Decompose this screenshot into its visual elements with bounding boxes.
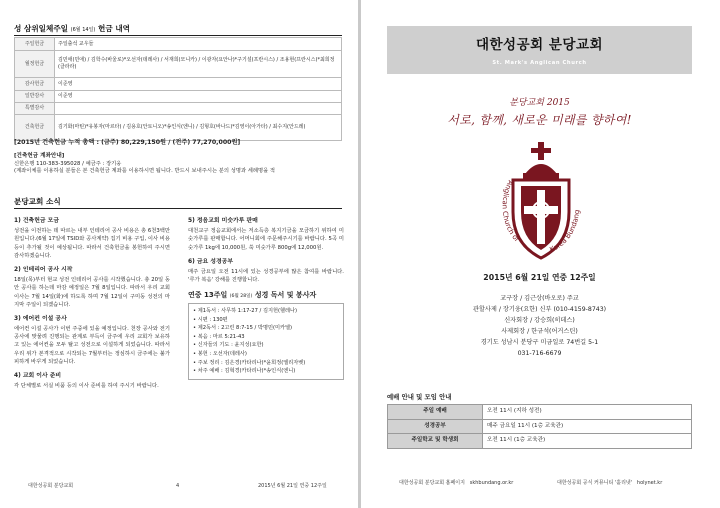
table-row [15,51,342,78]
info-line: 신자회장 / 강승희(히데스) [504,317,575,325]
table-cell-label: 건축헌금 [15,115,55,141]
news-rule [14,208,342,209]
account-line: 신한은행 110-383-395028 / 예금주 : 장기웅 [14,160,122,167]
info-line: 031-716-6679 [517,350,562,358]
homepage-label: 대한성공회 분당교회 홈페이지 [399,480,465,486]
news-body: 18일(목)부터 현교 성전 인테리어 공사를 시작했습니다. 총 20일 동안 공사를 하는데 마감 예정일은 7월 8일입니다. 따라서 우리 교회 이사는 7월 14일(화)에 하도록 하며 7월 12일이 구미동 성전의 마지막 주일이 되겠습니다. [14,277,170,308]
table-row [388,434,692,449]
table-cell-label: 주일헌금 [15,38,55,51]
table-cell-label: 일반감사 [15,91,55,103]
building-fund-total: [2015년 건축헌금 누적 총액 : (금주) 80,229,150원 / (전주) 77,270,000원] [14,139,241,146]
news-column-2 [188,217,344,380]
account-info [14,153,344,175]
table-row [15,103,342,115]
footer-church: 대한성공회 분당교회 [28,483,74,489]
worship-title: 예배 안내 및 모임 안내 [387,393,452,401]
news-body: 성전을 이전하는 데 따르는 내부 인테리어 공사 비용은 총 6천3백만원입니다.(6월 17일에 TSID와 공사계약) 집기 비용 구입, 이사 비용 등이 추가될 것이 예상됩니다. 따라서 건축헌금을 봉헌하여 주시면 감사하겠습니다. [14,228,170,259]
community-label: 대한성공회 공식 커뮤니티 '홀리넷' [557,480,633,486]
table-row [388,405,692,420]
offering-rule [14,35,342,36]
news-column-1 [14,217,170,390]
church-crest [479,140,603,264]
list-item: • 제2독서 : 2고린 8:7-15 / 박명민(미카엘) [193,325,293,332]
table-cell-value: 이준영 [55,91,342,103]
offering-table [14,37,342,141]
crest-text-right: Korea Bundang [548,209,582,254]
news-heading: 1) 건축헌금 모금 [14,218,60,224]
church-name: 대한성공회 분당교회 [475,37,604,53]
news-heading: 2) 인테리어 공사 시작 [14,266,73,273]
info-line: 사제회장 / 한규석(어거스틴) [501,328,578,336]
worship-name: 주일학교 및 학생회 [388,434,483,449]
motto: 서로, 함께, 새로운 미래를 향하여! [447,113,632,127]
worship-table [387,404,692,449]
news-body: 대천교구 정음교회에서는 저소득층 복지기금을 모금하기 위하여 미숫가루를 판매합니다. 어머니회에 주문해주시기를 바랍니다. 5곡 미숫가루 1kg에 10,000원, 쑥 미숫가루 800g에 12,000원. [188,228,344,251]
table-cell-value: 김기화(마틴)*유봉자(마르타) / 김용호(안토니오)*송인식(엔니) / 김형호(바나드)*김영이(아가타) / 최수지(안드레) [55,115,342,141]
motto-top: 분당교회 2015 [509,98,570,108]
reading-title-main: 연중 13주일 [188,291,228,300]
table-cell-value [55,103,342,115]
table-row [15,38,342,51]
info-line: 경기도 성남시 분당구 미금일로 74번길 5-1 [480,339,599,347]
news-section-title: 분당교회 소식 [14,197,61,206]
footer-community [557,480,662,487]
right-page [361,0,720,508]
left-page [0,0,358,508]
reading-list [188,303,344,380]
table-row [15,91,342,103]
news-heading: 4) 교회 이사 준비 [14,373,62,380]
list-item: • 시편 : 130편 [193,316,228,323]
worship-name: 성경공부 [388,419,483,434]
list-item: • 차주 예배 : 김혁경(카타리나)*송인식(엔니) [193,368,296,375]
bulletin-date: 2015년 6월 21일 연중 12주일 [483,273,596,282]
table-row [15,78,342,91]
reading-title-tail: 성경 독서 및 봉사자 [254,291,317,300]
news-heading: 6) 금요 성경공부 [188,258,234,265]
list-item: • 복음 : 마르 5:21-43 [193,333,245,340]
footer-page-number: 4 [176,483,180,489]
list-item: • 신자들의 기도 : 윤지성(요한) [193,342,264,349]
reading-title [188,290,344,301]
news-heading: 3) 에어컨 이설 공사 [14,315,67,322]
info-line: 관할사제 / 장기웅(요한) 신부 (010-4159-8743) [472,306,607,314]
table-cell-label: 월정헌금 [15,51,55,78]
clergy-info [387,293,692,359]
news-body: 각 단체별로 서실 비품 등의 이사 준비를 하여 주시기 바랍니다. [14,383,159,390]
table-row [388,419,692,434]
community-link[interactable]: holynet.kr [636,480,663,486]
offering-title-tail: 헌금 내역 [98,24,131,33]
table-cell-value: 주일출석 교우들 [55,38,342,51]
footer-date: 2015년 6월 21일 연중 12주일 [258,483,327,489]
account-note: (계좌이체를 이용하실 분들은 본 건축헌금 계좌를 이용하시면 됩니다. 반드시 보내주시는 분의 성명과 세례명을 적 [14,167,276,174]
worship-name: 주일 예배 [388,405,483,420]
offering-title-date: (6월 14일) [70,27,96,33]
church-name-en: St. Mark's Anglican Church [492,60,587,67]
table-cell-value: 이준영 [55,78,342,91]
list-item: • 주보 정리 : 김은경(카타리나)*윤희정(엘리자벳) [193,359,306,366]
news-body: 에어컨 이설 공사가 이번 주중에 있을 예정입니다. 천장 공사와 전기 공사에 맞물려 진행되는 관계로 부득이 금주에 우리 교회가 보유하고 있는 에어컨을 모두 탈고 성전으로 이설하게 되었습니다. 따라서 우리 위가 본격적으로 시작되는 7월부터는 정심하시 금주에는 불가피하게 바꾸게 되었습니다. [14,326,170,365]
account-heading: [건축헌금 계좌안내] [14,153,65,159]
offering-title: 성 삼위일체주일 [14,24,68,33]
table-cell-value: 김민애(민애) / 김학수(바울로)*오선자(데레사) / 서재희(모니카) / 이광자(요안나)*구기설(프란시스) / 조용현(프란시스)*최희정(클라라) [55,51,342,78]
table-row [15,115,342,141]
worship-time: 매주 금요일 11시 (1층 교육관) [483,419,692,434]
crest-icon [479,140,603,264]
crest-text-left: Anglican Church of [500,179,521,244]
homepage-link[interactable]: skhbundang.or.kr [469,480,514,486]
worship-time: 오전 11시 (1층 교육관) [483,434,692,449]
header-box [387,26,692,74]
news-heading: 5) 정음교회 미숫가루 판매 [188,218,258,224]
list-item: • 제1독서 : 사무하 1:17-27 / 김지헌(헬레나) [193,308,298,315]
worship-time: 오전 11시 (지하 성전) [483,405,692,420]
news-body: 매주 금요일 오전 11시에 있는 성경공부에 많은 참여를 바랍니다. '루가 복음' 강해를 진행합니다. [188,268,344,284]
reading-title-date: (6월 28일) [229,294,253,300]
table-cell-label: 특별감사 [15,103,55,115]
offering-section-title [14,24,130,34]
footer-homepage [399,480,513,487]
info-line: 교구장 / 김근상(바오로) 주교 [500,295,579,302]
table-cell-label: 감사헌금 [15,78,55,91]
list-item: • 봉헌 : 오선자(데레사) [193,351,247,358]
